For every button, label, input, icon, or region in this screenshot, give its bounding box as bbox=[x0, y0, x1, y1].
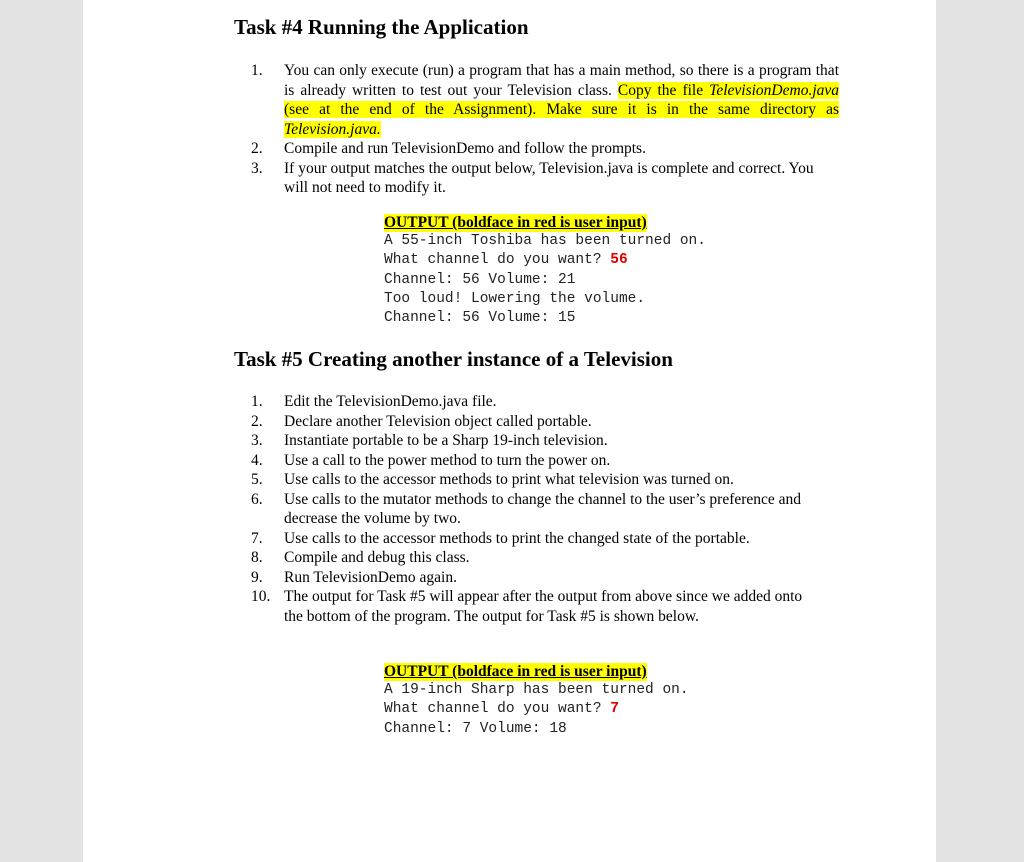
task4-output-block bbox=[384, 214, 706, 328]
task5-heading: Task #5 Creating another instance of a Television bbox=[234, 347, 673, 371]
output-title: OUTPUT (boldface in red is user input) bbox=[384, 214, 647, 231]
list-item: 1. Edit the TelevisionDemo.java file. bbox=[251, 393, 497, 410]
output-line: What channel do you want? 7 bbox=[384, 701, 619, 718]
output-line: A 55-inch Toshiba has been turned on. bbox=[384, 233, 706, 249]
list-item: 10. The output for Task #5 will appear after the output from above since we added onto the bottom of the program. The output for Task #5 is shown below. bbox=[251, 588, 803, 625]
task4-list bbox=[251, 61, 839, 198]
highlight-filename: TelevisionDemo.java bbox=[709, 81, 840, 99]
user-input: 56 bbox=[610, 252, 628, 269]
task4-heading: Task #4 Running the Application bbox=[234, 15, 529, 39]
list-item: 5. Use calls to the accessor methods to print what television was turned on. bbox=[251, 471, 734, 488]
output-line: Channel: 56 Volume: 15 bbox=[384, 310, 576, 327]
task5-list bbox=[251, 392, 821, 626]
list-item: 2. Compile and run TelevisionDemo and follow the prompts. bbox=[251, 140, 646, 157]
list-item: 3. If your output matches the output below, Television.java is complete and correct. You will not need to modify it. bbox=[251, 159, 814, 196]
list-item: 6. Use calls to the mutator methods to change the channel to the user’s preference and decrease the volume by two. bbox=[251, 490, 802, 527]
list-item: 9. Run TelevisionDemo again. bbox=[251, 568, 457, 586]
list-item: 7. Use calls to the accessor methods to print the changed state of the portable. bbox=[251, 529, 750, 547]
list-item: 1. You can only execute (run) a program that has a main method, so there is a program that is already written to test out your Television class. Copy the file TelevisionDemo.java (see at the end of the Assignment). Make sure it is in the same directory as Television.java. bbox=[251, 62, 840, 138]
output-line: Channel: 7 Volume: 18 bbox=[384, 720, 567, 737]
list-item: 8. Compile and debug this class. bbox=[251, 549, 470, 566]
user-input: 7 bbox=[610, 701, 619, 718]
task4-item1-text: You can only execute (run) a program that has a main method, so there is a program that is already written to test out your Television class. bbox=[284, 62, 839, 99]
list-item: 4. Use a call to the power method to turn the power on. bbox=[251, 451, 611, 469]
output-title: OUTPUT (boldface in red is user input) bbox=[384, 663, 647, 680]
highlight-text: Copy the file bbox=[617, 81, 704, 99]
output-line: Too loud! Lowering the volume. bbox=[384, 290, 646, 307]
output-line: Channel: 56 Volume: 21 bbox=[384, 271, 576, 288]
task5-output-block bbox=[384, 663, 689, 739]
list-item: 2. Declare another Television object called portable. bbox=[251, 412, 592, 430]
document-page bbox=[83, 0, 936, 862]
highlight-filename-2: Television.java. bbox=[284, 120, 381, 138]
list-item: 3. Instantiate portable to be a Sharp 19-inch television. bbox=[251, 432, 608, 449]
highlight-text-mid: (see at the end of the Assignment). Make sure it is in the same directory as bbox=[284, 101, 839, 118]
output-line: What channel do you want? 56 bbox=[384, 252, 628, 269]
output-line: A 19-inch Sharp has been turned on. bbox=[384, 682, 689, 698]
